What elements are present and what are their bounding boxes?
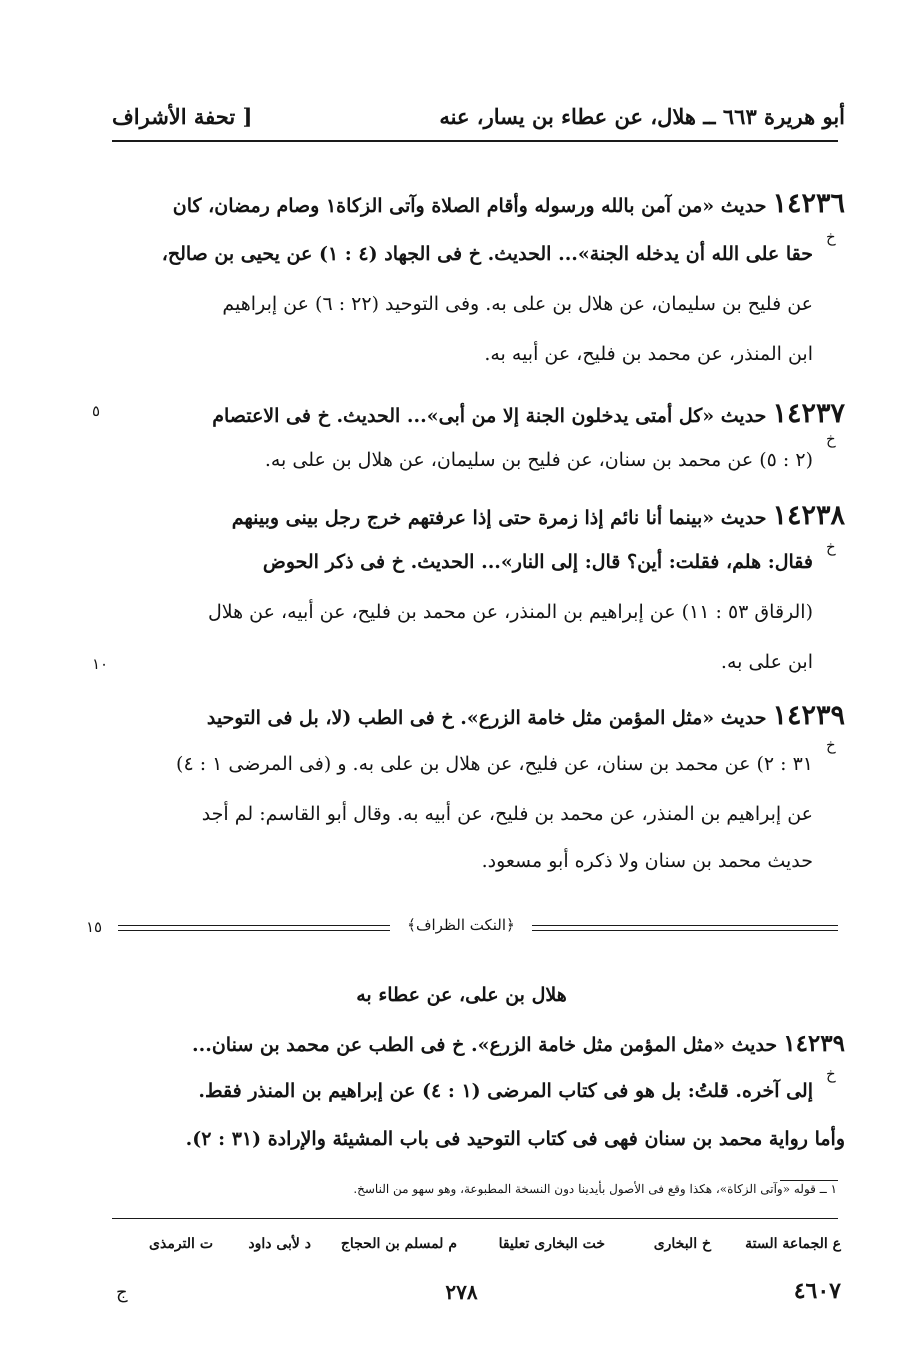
page-number: ٢٧٨ — [445, 1280, 478, 1304]
kh-siglum: خ — [826, 1065, 836, 1083]
entry-line — [232, 500, 845, 531]
entry-text: حديث «مثل المؤمن مثل خامة الزرع». خ فى الطب (لا، بل فى التوحيد — [206, 707, 767, 729]
abbreviation: ت الترمذى — [149, 1236, 213, 1252]
entry-line: ابن المنذر، عن محمد بن فليح، عن أبيه به. — [484, 343, 813, 365]
volume-letter: ج — [116, 1282, 128, 1303]
legend-rule — [112, 1218, 838, 1219]
entry-line: إلى آخره. قلتُ: بل هو فى كتاب المرضى (١ : ٤) عن إبراهيم بن المنذر فقط. — [198, 1080, 813, 1102]
margin-line-number: ١٠ — [92, 655, 109, 673]
entry-number: ١٤٢٣٩ — [772, 700, 845, 731]
divider-bracket: ﴿ — [506, 916, 515, 934]
entry-line — [212, 398, 845, 429]
footnote-rule — [780, 1180, 838, 1181]
divider-title-text: النكت الظراف — [415, 916, 507, 934]
entry-line: (الرقاق ٥٣ : ١١) عن إبراهيم بن المنذر، عن محمد بن فليح، عن أبيه، عن هلال — [207, 601, 813, 623]
entry-number: ١٤٢٣٦ — [772, 188, 845, 219]
entry-line: ابن على به. — [720, 651, 813, 673]
abbreviation: خ البخارى — [653, 1236, 711, 1252]
entry-line: حقا على الله أن يدخله الجنة»... الحديث. خ فى الجهاد (٤ : ١) عن يحيى بن صالح، — [161, 243, 813, 265]
divider-rule-right — [532, 930, 838, 931]
serial-number: ٤٦٠٧ — [793, 1278, 841, 1304]
entry-line: وأما رواية محمد بن سنان فهى فى كتاب التوحيد فى باب المشيئة والإرادة (٣١ : ٢). — [185, 1128, 845, 1150]
entry-line — [207, 700, 845, 731]
kh-siglum: خ — [826, 538, 836, 556]
entry-number: ١٤٢٣٧ — [772, 398, 845, 429]
entry-text: حديث «كل أمتى يدخلون الجنة إلا من أبى»... الحديث. خ فى الاعتصام — [212, 405, 767, 427]
abbreviation: م لمسلم بن الحجاج — [340, 1236, 457, 1252]
entry-line: (٢ : ٥) عن محمد بن سنان، عن فليح بن سليمان، عن هلال بن على به. — [264, 449, 813, 471]
footnote: ١ ــ قوله «وآتى الزكاة»، هكذا وقع فى الأصول بأيدينا دون النسخة المطبوعة، وهو سهو من الناسخ. — [353, 1182, 837, 1196]
running-header-left: [ تحفة الأشراف — [112, 104, 253, 129]
entry-line: عن إبراهيم بن المنذر، عن محمد بن فليح، عن أبيه به. وقال أبو القاسم: لم أجد — [201, 803, 813, 825]
entry-text: حديث «بينما أنا نائم إذا زمرة حتى إذا عرفتهم خرج رجل بينى وبينهم — [231, 507, 767, 529]
entry-text: حديث «من آمن بالله ورسوله وأقام الصلاة وآتى الزكاة١ وصام رمضان، كان — [172, 195, 767, 217]
section-heading: هلال بن على، عن عطاء به — [356, 984, 567, 1006]
entry-line: حديث محمد بن سنان ولا ذكره أبو مسعود. — [481, 850, 813, 872]
abbreviation: ع الجماعة الستة — [745, 1236, 841, 1252]
kh-siglum: خ — [826, 228, 836, 246]
divider-bracket: ﴾ — [407, 916, 416, 934]
running-header-right: أبو هريرة ٦٦٣ ــ هلال، عن عطاء بن يسار، عنه — [439, 104, 845, 129]
header-rule — [112, 140, 838, 142]
entry-text: حديث «مثل المؤمن مثل خامة الزرع». خ فى الطب عن محمد بن سنان... — [192, 1034, 778, 1056]
entry-number: ١٤٢٣٨ — [772, 500, 845, 531]
margin-line-number: ١٥ — [86, 918, 103, 936]
entry-number: ١٤٢٣٩ — [783, 1030, 845, 1057]
abbreviation: د لأبى داود — [248, 1236, 311, 1252]
divider-rule-left — [118, 925, 390, 926]
entry-line: فقال: هلم، فقلت: أين؟ قال: إلى النار»... الحديث. خ فى ذكر الحوض — [262, 551, 813, 573]
entry-line — [173, 188, 845, 219]
entry-line: عن فليح بن سليمان، عن هلال بن على به. وفى التوحيد (٢٢ : ٦) عن إبراهيم — [222, 293, 813, 315]
kh-siglum: خ — [826, 430, 836, 448]
divider-title — [392, 916, 530, 934]
entry-line: ٣١ : ٢) عن محمد بن سنان، عن فليح، عن هلال بن على به. و (فى المرضى ١ : ٤) — [176, 753, 813, 775]
entry-line — [192, 1030, 845, 1057]
divider-rule-left — [118, 930, 390, 931]
kh-siglum: خ — [826, 736, 836, 754]
margin-line-number: ٥ — [92, 402, 101, 420]
abbreviation: خت البخارى تعليقا — [498, 1236, 605, 1252]
divider-rule-right — [532, 925, 838, 926]
